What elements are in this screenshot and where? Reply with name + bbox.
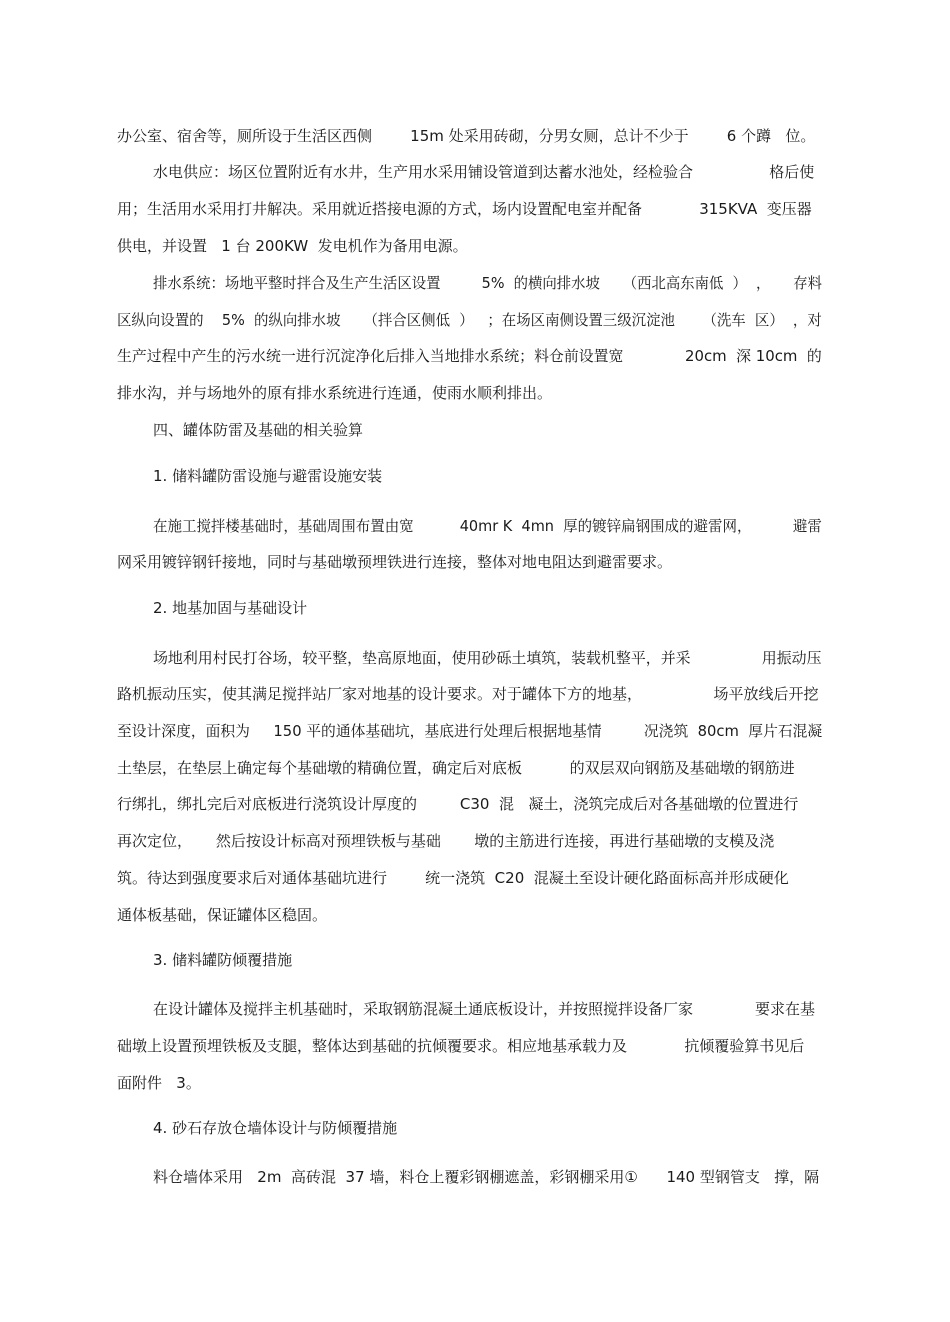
text-line: 在施工搅拌楼基础时，基础周围布置由宽 40mr K 4mn 厚的镀锌扁钢围成的避雷网， 避雷 xyxy=(153,517,822,535)
text-line: 料仓墙体采用 2m 高砖混 37 墙，料仓上覆彩钢棚遮盖，彩钢棚采用① 140 型钢管支 撑，隔 xyxy=(153,1168,820,1186)
subsection-heading: 4. 砂石存放仓墙体设计与防倾覆措施 xyxy=(153,1119,398,1137)
text-line: 通体板基础，保证罐体区稳固。 xyxy=(117,906,328,924)
text-line: 筑。待达到强度要求后对通体基础坑进行 统一浇筑 C20 混凝土至设计硬化路面标高并形成硬化 xyxy=(117,869,789,887)
text-line: 办公室、宿舍等，厕所设于生活区西侧 15m 处采用砖砌，分男女厕，总计不少于 6 个蹲 位。 xyxy=(117,127,816,145)
text-line: 供电，并设置 1 台 200KW 发电机作为备用电源。 xyxy=(117,237,468,255)
text-line: 网采用镀锌钢钎接地，同时与基础墩预埋铁进行连接，整体对地电阻达到避雷要求。 xyxy=(117,553,673,571)
subsection-heading: 1. 储料罐防雷设施与避雷设施安装 xyxy=(153,467,383,485)
text-line: 场地利用村民打谷场，较平整，垫高原地面，使用砂砾土填筑，装载机整平，并采 用振动压 xyxy=(153,649,822,667)
text-line: 面附件 3。 xyxy=(117,1074,201,1092)
subsection-heading: 2. 地基加固与基础设计 xyxy=(153,599,308,617)
text-line: 生产过程中产生的污水统一进行沉淀净化后排入当地排水系统；料仓前设置宽 20cm 深 10cm 的 xyxy=(117,347,822,365)
text-line: 行绑扎，绑扎完后对底板进行浇筑设计厚度的 C30 混 凝土，浇筑完成后对各基础墩的位置进行 xyxy=(117,795,799,813)
text-line: 排水系统：场地平整时拌合及生产生活区设置 5% 的横向排水坡 （西北高东南低 ） ， 存料 xyxy=(153,274,823,292)
text-line: 排水沟，并与场地外的原有排水系统进行连通，使雨水顺利排出。 xyxy=(117,384,553,402)
text-line: 用；生活用水采用打井解决。采用就近搭接电源的方式，场内设置配电室并配备 315KVA 变压器 xyxy=(117,200,812,218)
section-heading: 四、罐体防雷及基础的相关验算 xyxy=(153,421,364,439)
text-line: 路机振动压实，使其满足搅拌站厂家对地基的设计要求。对于罐体下方的地基， 场平放线后开挖 xyxy=(117,685,819,703)
text-line: 再次定位， 然后按设计标高对预埋铁板与基础 墩的主筋进行连接，再进行基础墩的支模及浇 xyxy=(117,832,775,850)
text-line: 区纵向设置的 5% 的纵向排水坡 （拌合区侧低 ） ；在场区南侧设置三级沉淀池 （洗车 区） ，对 xyxy=(117,311,822,329)
text-line: 至设计深度，面积为 150 平的通体基础坑，基底进行处理后根据地基情 况浇筑 80cm 厚片石混凝 xyxy=(117,722,823,740)
text-line: 土垫层，在垫层上确定每个基础墩的精确位置，确定后对底板 的双层双向钢筋及基础墩的钢筋进 xyxy=(117,759,795,777)
text-line: 水电供应：场区位置附近有水井，生产用水采用铺设管道到达蓄水池处，经检验合 格后使 xyxy=(153,163,815,181)
text-line: 在设计罐体及搅拌主机基础时，采取钢筋混凝土通底板设计，并按照搅拌设备厂家 要求在基 xyxy=(153,1000,815,1018)
subsection-heading: 3. 储料罐防倾覆措施 xyxy=(153,951,293,969)
text-line: 础墩上设置预埋铁板及支腿，整体达到基础的抗倾覆要求。相应地基承载力及 抗倾覆验算书见后 xyxy=(117,1037,805,1055)
